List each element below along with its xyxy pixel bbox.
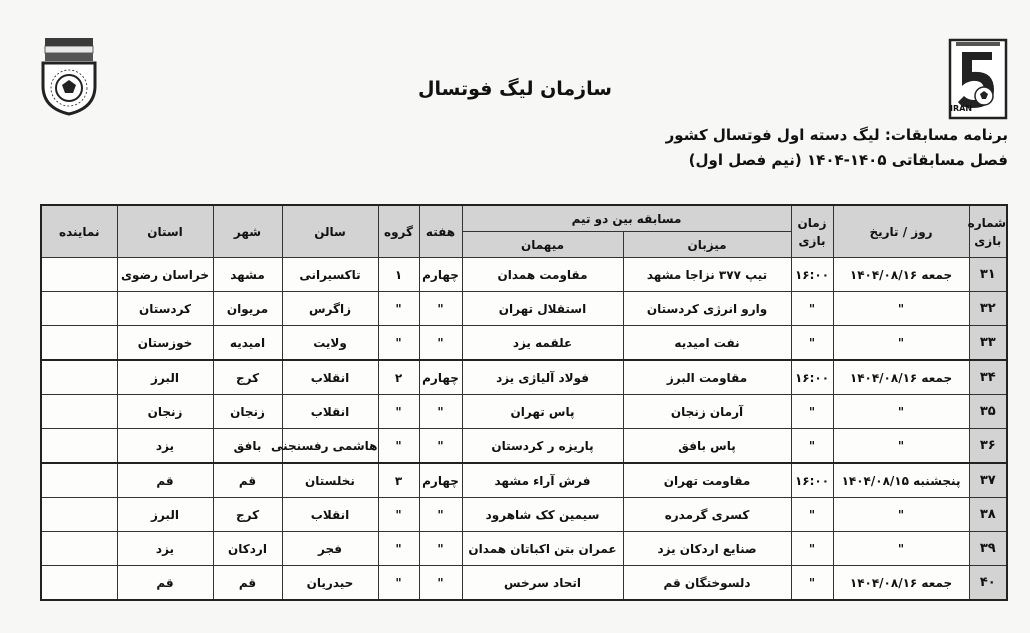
cell-group: " [378, 326, 419, 361]
cell-group: ۳ [378, 463, 419, 498]
cell-date: " [833, 326, 969, 361]
cell-group: ۲ [378, 360, 419, 395]
cell-hall: هاشمی رفسنجنی [282, 429, 378, 464]
cell-city: زنجان [213, 395, 282, 429]
page-title: سازمان لیگ فوتسال [418, 78, 612, 100]
cell-hall: انقلاب [282, 395, 378, 429]
cell-city: کرج [213, 498, 282, 532]
cell-week: چهارم [419, 463, 462, 498]
cell-time: ۱۶:۰۰ [791, 360, 833, 395]
cell-guest: فرش آراء مشهد [462, 463, 623, 498]
cell-representative [41, 532, 117, 566]
header-province: استان [117, 205, 213, 258]
cell-week: " [419, 532, 462, 566]
program-label: برنامه مسابقات: لیگ دسته اول فوتسال کشور [665, 126, 1008, 144]
cell-host: دلسوختگان قم [623, 566, 791, 601]
cell-match-no: ۳۶ [969, 429, 1007, 464]
cell-guest: علقمه یزد [462, 326, 623, 361]
cell-match-no: ۳۳ [969, 326, 1007, 361]
cell-hall: انقلاب [282, 498, 378, 532]
cell-match-no: ۴۰ [969, 566, 1007, 601]
cell-host: صنایع اردکان یزد [623, 532, 791, 566]
cell-date: " [833, 532, 969, 566]
cell-province: قم [117, 463, 213, 498]
cell-host: مقاومت البرز [623, 360, 791, 395]
cell-hall: فجر [282, 532, 378, 566]
season-label: فصل مسابقاتی ۱۴۰۵-۱۴۰۴ (نیم فصل اول) [688, 151, 1008, 169]
table-row [41, 258, 1007, 292]
cell-date: جمعه ۱۴۰۴/۰۸/۱۶ [833, 258, 969, 292]
cell-province: یزد [117, 532, 213, 566]
cell-representative [41, 395, 117, 429]
header-week: هفته [419, 205, 462, 258]
table-row [41, 463, 1007, 498]
cell-match-no: ۳۹ [969, 532, 1007, 566]
cell-city: کرج [213, 360, 282, 395]
table-row [41, 429, 1007, 464]
cell-time: " [791, 292, 833, 326]
header-group: گروه [378, 205, 419, 258]
cell-time: ۱۶:۰۰ [791, 258, 833, 292]
header-representative: نماینده [41, 205, 117, 258]
cell-hall: حیدریان [282, 566, 378, 601]
cell-group: " [378, 566, 419, 601]
cell-time: " [791, 566, 833, 601]
table-row [41, 498, 1007, 532]
logo-caption: IRAN [950, 104, 973, 113]
cell-hall: تاکسیرانی [282, 258, 378, 292]
cell-guest: سیمین کک شاهرود [462, 498, 623, 532]
cell-week: " [419, 429, 462, 464]
cell-group: " [378, 498, 419, 532]
cell-host: نفت امیدیه [623, 326, 791, 361]
cell-representative [41, 429, 117, 464]
cell-representative [41, 498, 117, 532]
cell-city: بافق [213, 429, 282, 464]
cell-date: جمعه ۱۴۰۴/۰۸/۱۶ [833, 566, 969, 601]
cell-host: کسری گرمدره [623, 498, 791, 532]
cell-city: مریوان [213, 292, 282, 326]
cell-guest: استقلال تهران [462, 292, 623, 326]
cell-time: " [791, 326, 833, 361]
cell-match-no: ۳۱ [969, 258, 1007, 292]
cell-week: چهارم [419, 258, 462, 292]
cell-host: تیپ ۳۷۷ نزاجا مشهد [623, 258, 791, 292]
cell-week: " [419, 498, 462, 532]
cell-week: " [419, 292, 462, 326]
cell-hall: انقلاب [282, 360, 378, 395]
cell-match-no: ۳۵ [969, 395, 1007, 429]
cell-province: خراسان رضوی [117, 258, 213, 292]
cell-group: " [378, 429, 419, 464]
cell-city: قم [213, 566, 282, 601]
cell-representative [41, 258, 117, 292]
cell-province: قم [117, 566, 213, 601]
cell-province: البرز [117, 498, 213, 532]
cell-week: " [419, 326, 462, 361]
cell-hall: زاگرس [282, 292, 378, 326]
cell-city: قم [213, 463, 282, 498]
cell-host: پاس بافق [623, 429, 791, 464]
header-date: روز / تاریخ [833, 205, 969, 258]
cell-match-no: ۳۷ [969, 463, 1007, 498]
cell-representative [41, 360, 117, 395]
table-row [41, 360, 1007, 395]
cell-group: " [378, 532, 419, 566]
cell-time: ۱۶:۰۰ [791, 463, 833, 498]
cell-city: امیدیه [213, 326, 282, 361]
cell-guest: مقاومت همدان [462, 258, 623, 292]
cell-time: " [791, 429, 833, 464]
cell-host: وارو انرژی کردستان [623, 292, 791, 326]
table-row [41, 326, 1007, 361]
cell-group: " [378, 395, 419, 429]
header-city: شهر [213, 205, 282, 258]
cell-date: پنجشنبه ۱۴۰۴/۰۸/۱۵ [833, 463, 969, 498]
cell-representative [41, 326, 117, 361]
cell-week: " [419, 566, 462, 601]
cell-group: " [378, 292, 419, 326]
cell-hall: نخلستان [282, 463, 378, 498]
cell-guest: عمران بتن اکباتان همدان [462, 532, 623, 566]
cell-match-no: ۳۴ [969, 360, 1007, 395]
cell-date: " [833, 498, 969, 532]
cell-hall: ولایت [282, 326, 378, 361]
federation-logo [40, 36, 98, 116]
cell-city: مشهد [213, 258, 282, 292]
table-row [41, 292, 1007, 326]
cell-group: ۱ [378, 258, 419, 292]
cell-time: " [791, 532, 833, 566]
cell-time: " [791, 498, 833, 532]
cell-representative [41, 566, 117, 601]
cell-week: چهارم [419, 360, 462, 395]
cell-representative [41, 463, 117, 498]
match-schedule-table [40, 204, 1008, 601]
cell-province: خوزستان [117, 326, 213, 361]
header-guest: میهمان [462, 232, 623, 258]
cell-match-no: ۳۸ [969, 498, 1007, 532]
cell-representative [41, 292, 117, 326]
cell-date: " [833, 429, 969, 464]
cell-match-no: ۳۲ [969, 292, 1007, 326]
header-match-no: شماره بازی [969, 205, 1007, 258]
header-match-between: مسابقه بین دو تیم [462, 205, 791, 232]
header-time: زمان بازی [791, 205, 833, 258]
cell-guest: پاس تهران [462, 395, 623, 429]
cell-date: " [833, 292, 969, 326]
cell-province: زنجان [117, 395, 213, 429]
cell-guest: فولاد آلیاژی یزد [462, 360, 623, 395]
cell-guest: اتحاد سرخس [462, 566, 623, 601]
cell-date: " [833, 395, 969, 429]
cell-province: کردستان [117, 292, 213, 326]
table-row [41, 532, 1007, 566]
cell-province: یزد [117, 429, 213, 464]
table-row [41, 566, 1007, 601]
cell-time: " [791, 395, 833, 429]
cell-guest: پاریزه ر کردستان [462, 429, 623, 464]
cell-city: اردکان [213, 532, 282, 566]
cell-host: مقاومت تهران [623, 463, 791, 498]
table-row [41, 395, 1007, 429]
header-host: میزبان [623, 232, 791, 258]
cell-week: " [419, 395, 462, 429]
header-hall: سالن [282, 205, 378, 258]
cell-province: البرز [117, 360, 213, 395]
cell-host: آرمان زنجان [623, 395, 791, 429]
cell-date: جمعه ۱۴۰۴/۰۸/۱۶ [833, 360, 969, 395]
